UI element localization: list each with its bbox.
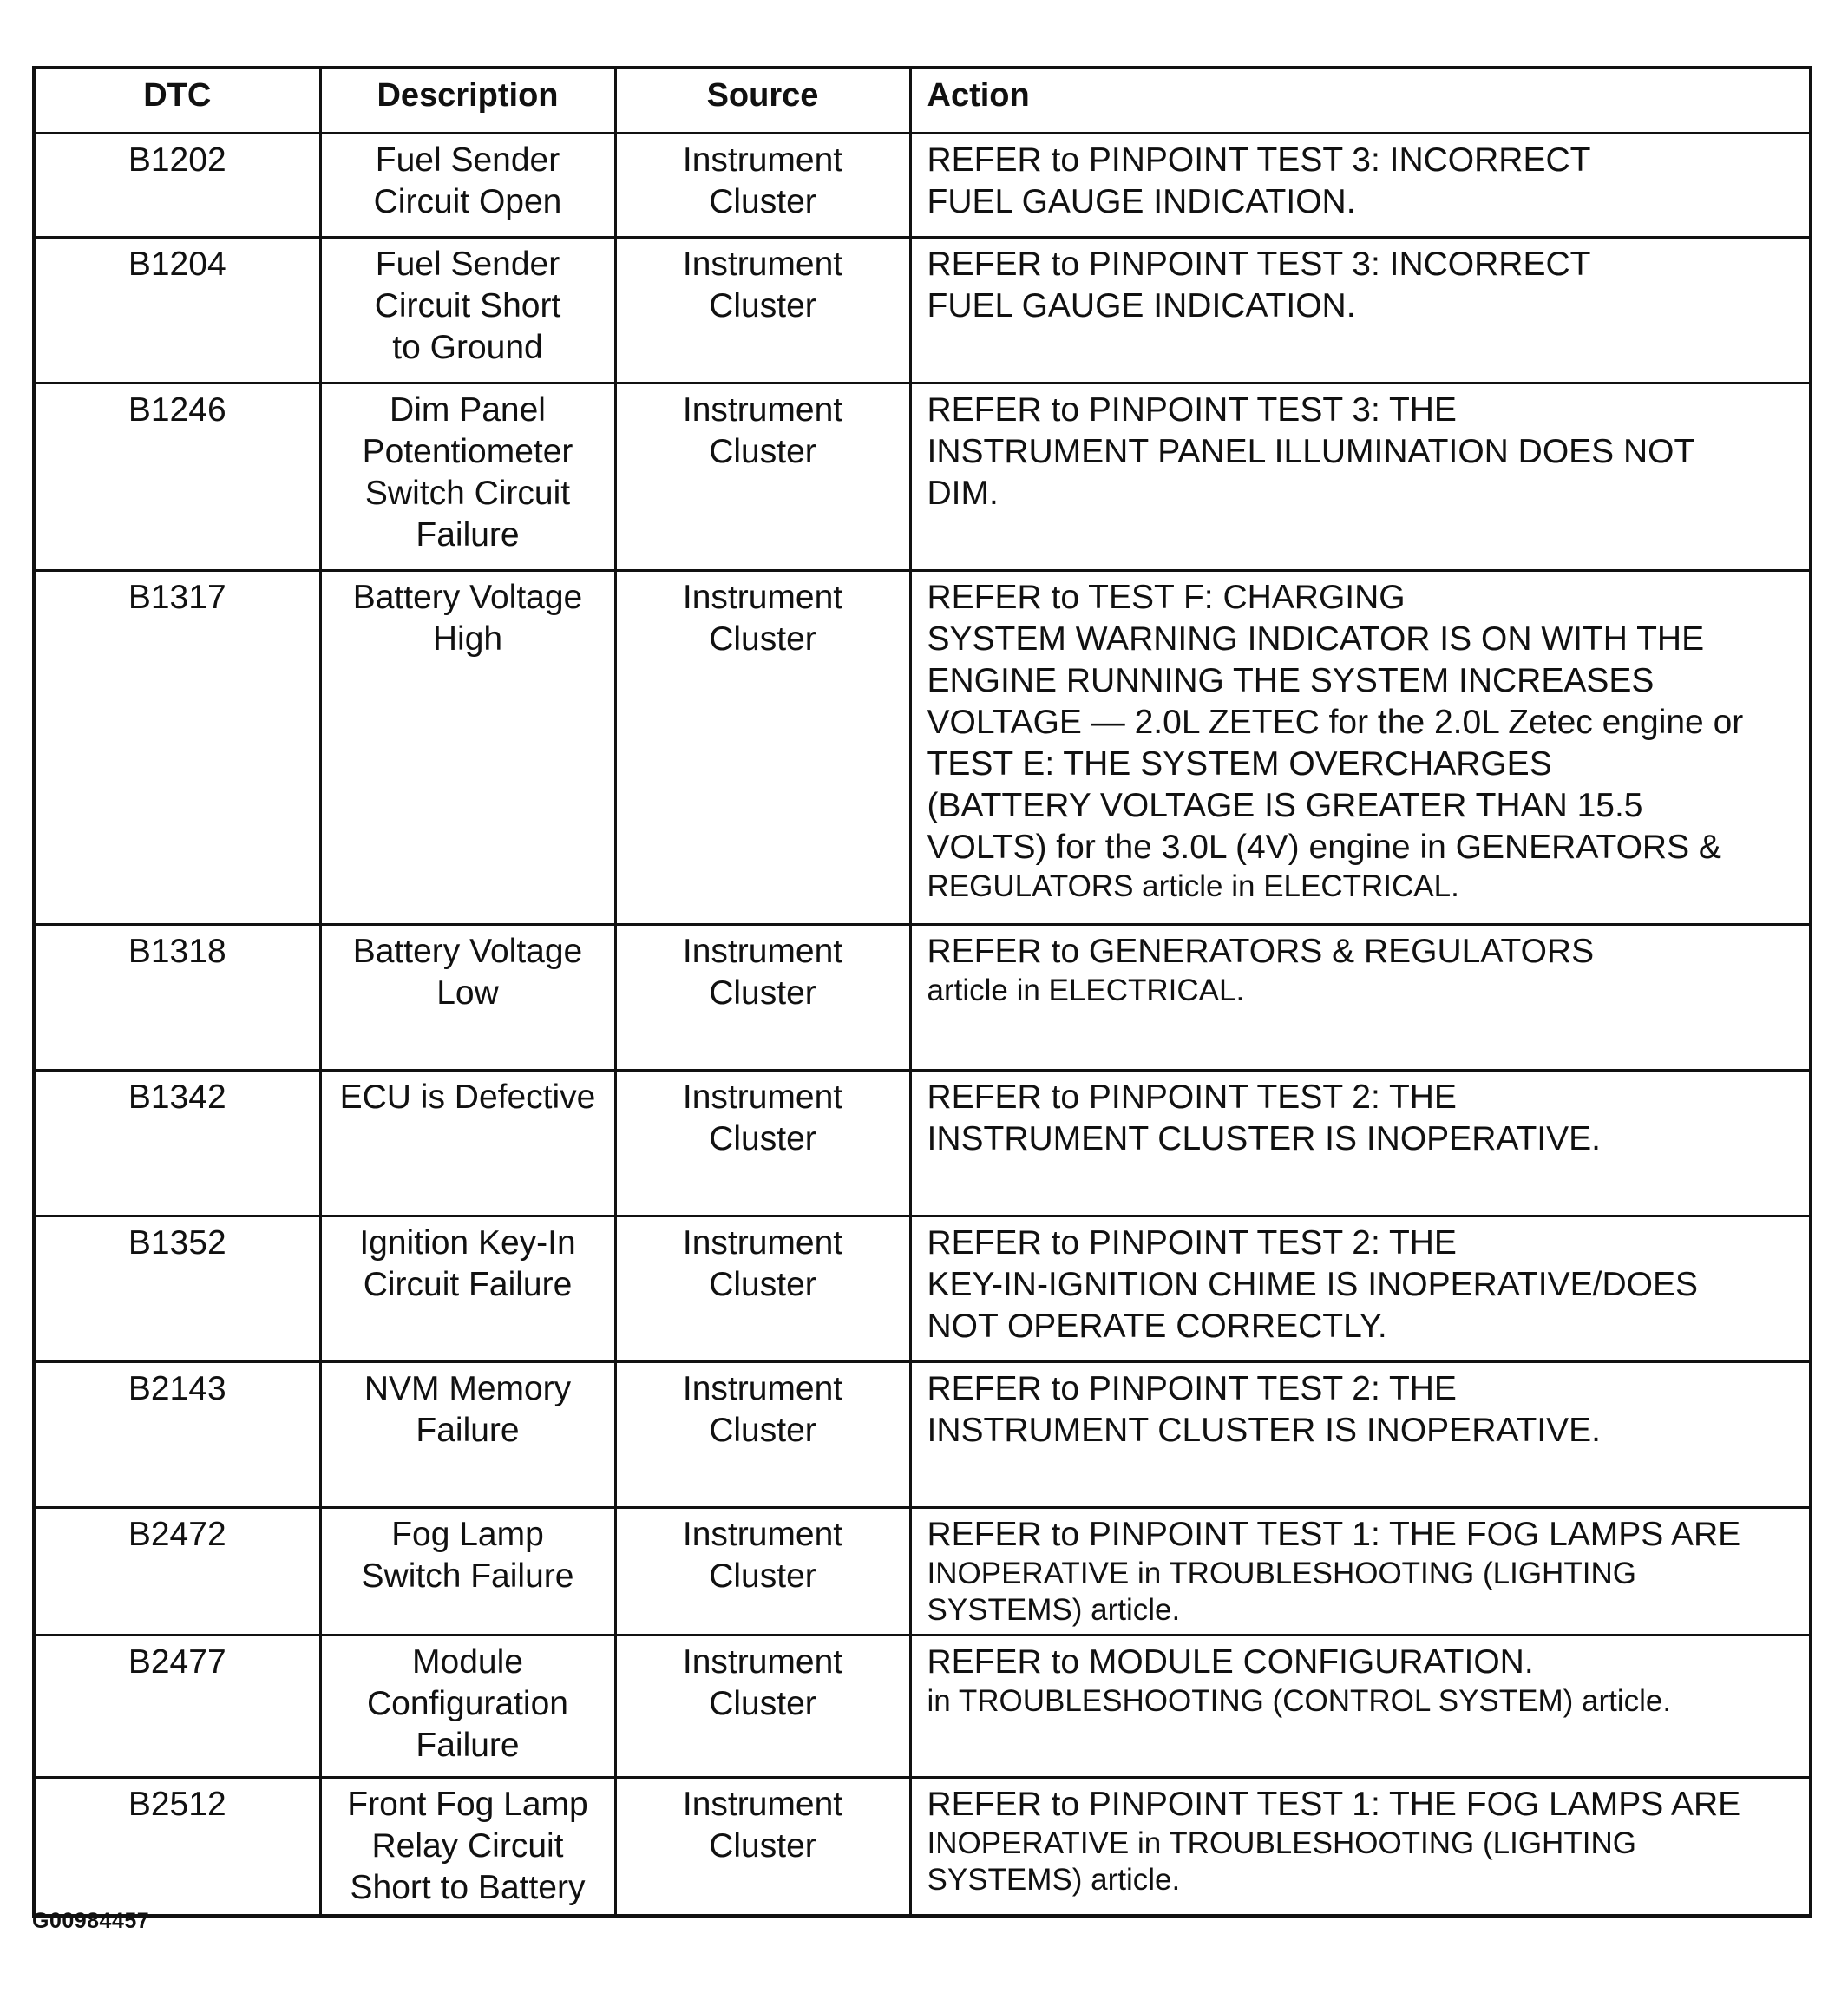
action-text: REFER to PINPOINT TEST 3: INCORRECT FUEL GAUGE INDICATION. (927, 246, 1591, 324)
action-text: REFER to PINPOINT TEST 1: THE FOG LAMPS ARE (927, 1786, 1741, 1823)
dtc-description: NVM Memory Failure (320, 1362, 615, 1508)
dtc-action (910, 1508, 1811, 1636)
dtc-action (910, 1636, 1811, 1778)
table-row (34, 1071, 1811, 1216)
action-text: REFER to TEST F: CHARGING SYSTEM WARNING INDICATOR IS ON WITH THE ENGINE RUNNING THE SYSTEM INCREASES VOLTAGE — 2.0L ZETEC for the 2.0L Zetec engine or TEST E: THE SYSTEM OVERCHARGES (BATTERY VOLTAGE IS GREATER THAN 15.5 VOLTS) for the 3.0L (4V) engine in GENERATORS & (927, 579, 1744, 866)
table-header (34, 68, 1811, 134)
dtc-code: B1352 (34, 1216, 320, 1362)
dtc-description: Fog Lamp Switch Failure (320, 1508, 615, 1636)
dtc-source: Instrument Cluster (615, 384, 910, 571)
dtc-code: B2477 (34, 1636, 320, 1778)
dtc-code: B2472 (34, 1508, 320, 1636)
dtc-source: Instrument Cluster (615, 1362, 910, 1508)
dtc-table (32, 66, 1812, 1918)
dtc-description: Ignition Key-In Circuit Failure (320, 1216, 615, 1362)
action-text: REFER to PINPOINT TEST 1: THE FOG LAMPS ARE (927, 1516, 1741, 1553)
dtc-source: Instrument Cluster (615, 1778, 910, 1917)
dtc-code: B1342 (34, 1071, 320, 1216)
header-row (34, 68, 1811, 134)
table-row (34, 238, 1811, 384)
dtc-description: Battery Voltage Low (320, 925, 615, 1071)
dtc-action (910, 1778, 1811, 1917)
dtc-action (910, 134, 1811, 238)
dtc-source: Instrument Cluster (615, 1508, 910, 1636)
table-row (34, 1216, 1811, 1362)
dtc-source: Instrument Cluster (615, 134, 910, 238)
dtc-description: Front Fog Lamp Relay Circuit Short to Battery (320, 1778, 615, 1917)
dtc-code: B1318 (34, 925, 320, 1071)
action-text: REFER to GENERATORS & REGULATORS (927, 933, 1595, 970)
table-row (34, 1778, 1811, 1917)
dtc-action (910, 1362, 1811, 1508)
dtc-code: B2143 (34, 1362, 320, 1508)
action-reference: REGULATORS article in ELECTRICAL. (927, 869, 1459, 903)
dtc-code: B2512 (34, 1778, 320, 1917)
dtc-description: Fuel Sender Circuit Open (320, 134, 615, 238)
dtc-code: B1246 (34, 384, 320, 571)
action-text: REFER to PINPOINT TEST 2: THE INSTRUMENT CLUSTER IS INOPERATIVE. (927, 1370, 1601, 1449)
dtc-source: Instrument Cluster (615, 1071, 910, 1216)
dtc-action (910, 1216, 1811, 1362)
dtc-code: B1204 (34, 238, 320, 384)
table-row (34, 1636, 1811, 1778)
action-text: REFER to MODULE CONFIGURATION. (927, 1643, 1534, 1681)
dtc-source: Instrument Cluster (615, 571, 910, 925)
header-source: Source (615, 68, 910, 134)
dtc-source: Instrument Cluster (615, 238, 910, 384)
action-reference: INOPERATIVE in TROUBLESHOOTING (LIGHTING SYSTEMS) article. (927, 1826, 1636, 1897)
dtc-action (910, 384, 1811, 571)
dtc-action (910, 1071, 1811, 1216)
header-dtc: DTC (34, 68, 320, 134)
dtc-source: Instrument Cluster (615, 925, 910, 1071)
table-row (34, 134, 1811, 238)
figure-id: G00984457 (32, 1909, 150, 1933)
action-text: REFER to PINPOINT TEST 2: THE INSTRUMENT CLUSTER IS INOPERATIVE. (927, 1078, 1601, 1157)
header-action: Action (910, 68, 1811, 134)
dtc-description: Fuel Sender Circuit Short to Ground (320, 238, 615, 384)
dtc-code: B1202 (34, 134, 320, 238)
dtc-action (910, 571, 1811, 925)
table-row (34, 1362, 1811, 1508)
dtc-code: B1317 (34, 571, 320, 925)
action-reference: article in ELECTRICAL. (927, 974, 1245, 1007)
dtc-action (910, 238, 1811, 384)
table-row (34, 384, 1811, 571)
table-row (34, 1508, 1811, 1636)
action-reference: in TROUBLESHOOTING (CONTROL SYSTEM) article. (927, 1684, 1672, 1718)
action-reference: INOPERATIVE in TROUBLESHOOTING (LIGHTING SYSTEMS) article. (927, 1557, 1636, 1627)
dtc-action (910, 925, 1811, 1071)
dtc-source: Instrument Cluster (615, 1636, 910, 1778)
dtc-description: Module Configuration Failure (320, 1636, 615, 1778)
table-row (34, 925, 1811, 1071)
action-text: REFER to PINPOINT TEST 3: THE INSTRUMENT PANEL ILLUMINATION DOES NOT DIM. (927, 391, 1695, 512)
header-description: Description (320, 68, 615, 134)
dtc-description: Battery Voltage High (320, 571, 615, 925)
table-body (34, 134, 1811, 1917)
dtc-description: Dim Panel Potentiometer Switch Circuit Failure (320, 384, 615, 571)
dtc-description: ECU is Defective (320, 1071, 615, 1216)
dtc-source: Instrument Cluster (615, 1216, 910, 1362)
action-text: REFER to PINPOINT TEST 2: THE KEY-IN-IGNITION CHIME IS INOPERATIVE/DOES NOT OPERATE CORRECTLY. (927, 1224, 1698, 1345)
action-text: REFER to PINPOINT TEST 3: INCORRECT FUEL GAUGE INDICATION. (927, 141, 1591, 220)
table-row (34, 571, 1811, 925)
